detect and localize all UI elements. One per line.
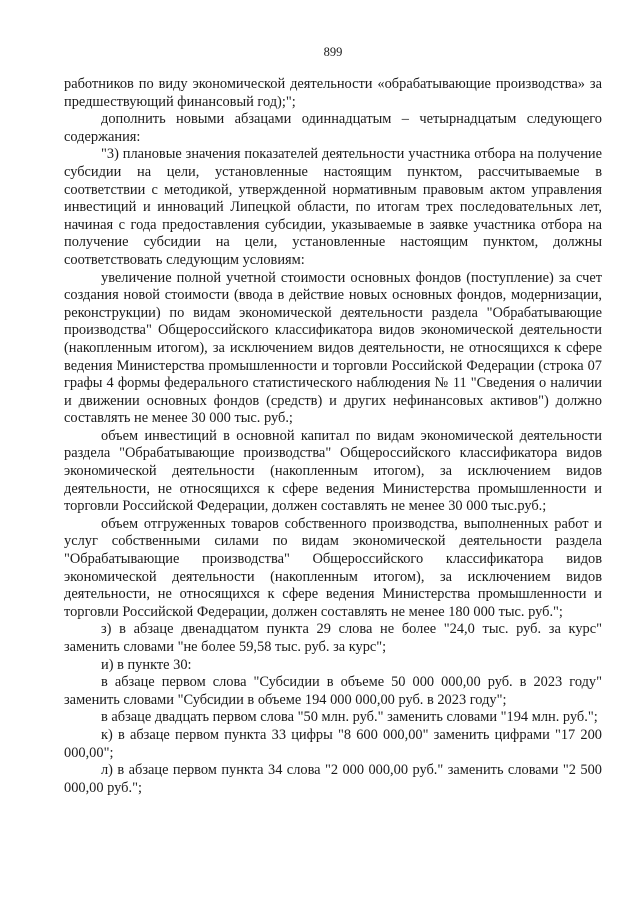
document-page: [64, 44, 602, 797]
paragraph: л) в абзаце первом пункта 34 слова "2 000 000,00 руб." заменить словами "2 500 000,00 руб.";: [64, 762, 602, 796]
paragraph: в абзаце двадцать первом слова "50 млн. руб." заменить словами "194 млн. руб.";: [101, 709, 598, 726]
paragraph: к) в абзаце первом пункта 33 цифры "8 600 000,00" заменить цифрами "17 200 000,00";: [64, 726, 602, 761]
document-body: [64, 76, 602, 797]
paragraph: увеличение полной учетной стоимости основных фондов (поступление) за счет создания новой стоимости (ввода в действие новых основных фондов, модернизации, реконструкции) по видам экономической деятельности раздела "Обрабатывающие производства" Общероссийского классификатора видов экономической деятельности (накопленным итогом), за исключением видов деятельности, не относящихся к сфере ведения Министерства промышленности и торговли Российской Федерации (строка 07 графы 4 формы федерального статистического наблюдения № 11 "Сведения о наличии и движении основных фондов (средств) и других нефинансовых активов") должно составлять не менее 30 000 тыс. руб.;: [64, 269, 602, 427]
paragraph: работников по виду экономической деятельности «обрабатывающие производства» за предшествующий финансовый год);";: [64, 76, 602, 110]
paragraph: дополнить новыми абзацами одиннадцатым – четырнадцатым следующего содержания:: [64, 111, 602, 145]
paragraph: в абзаце первом слова "Субсидии в объеме 50 000 000,00 руб. в 2023 году" заменить словами "Субсидии в объеме 194 000 000,00 руб. в 2023 году";: [64, 674, 602, 708]
paragraph: "3) плановые значения показателей деятельности участника отбора на получение субсидии на цели, установленные настоящим пунктом, рассчитываемые в соответствии с методикой, утвержденной нормативным правовым актом управления инвестиций и инноваций Липецкой области, по итогам трех последовательных лет, начиная с года предоставления субсидии, указываемые в заявке участника отбора на получение субсидии на цели, установленные настоящим пунктом, должны соответствовать следующим условиям:: [64, 146, 602, 268]
page-number: 899: [323, 45, 343, 59]
paragraph: и) в пункте 30:: [101, 656, 192, 673]
paragraph: объем инвестиций в основной капитал по видам экономической деятельности раздела "Обрабатывающие производства" Общероссийского классификатора видов экономической деятельности (накопленным итогом), за исключением видов деятельности, не относящихся к сфере ведения Министерства промышленности и торговли Российской Федерации, должен составлять не менее 30 000 тыс.руб.;: [64, 427, 602, 515]
paragraph: з) в абзаце двенадцатом пункта 29 слова не более "24,0 тыс. руб. за курс" заменить словами "не более 59,58 тыс. руб. за курс";: [64, 621, 602, 655]
paragraph: объем отгруженных товаров собственного производства, выполненных работ и услуг собственными силами по видам экономической деятельности раздела "Обрабатывающие производства" Общероссийского классификатора видов экономической деятельности (накопленным итогом), за исключением видов деятельности, не относящихся к сфере ведения Министерства промышленности и торговли Российской Федерации, должен составлять не менее 180 000 тыс. руб.";: [64, 515, 602, 620]
